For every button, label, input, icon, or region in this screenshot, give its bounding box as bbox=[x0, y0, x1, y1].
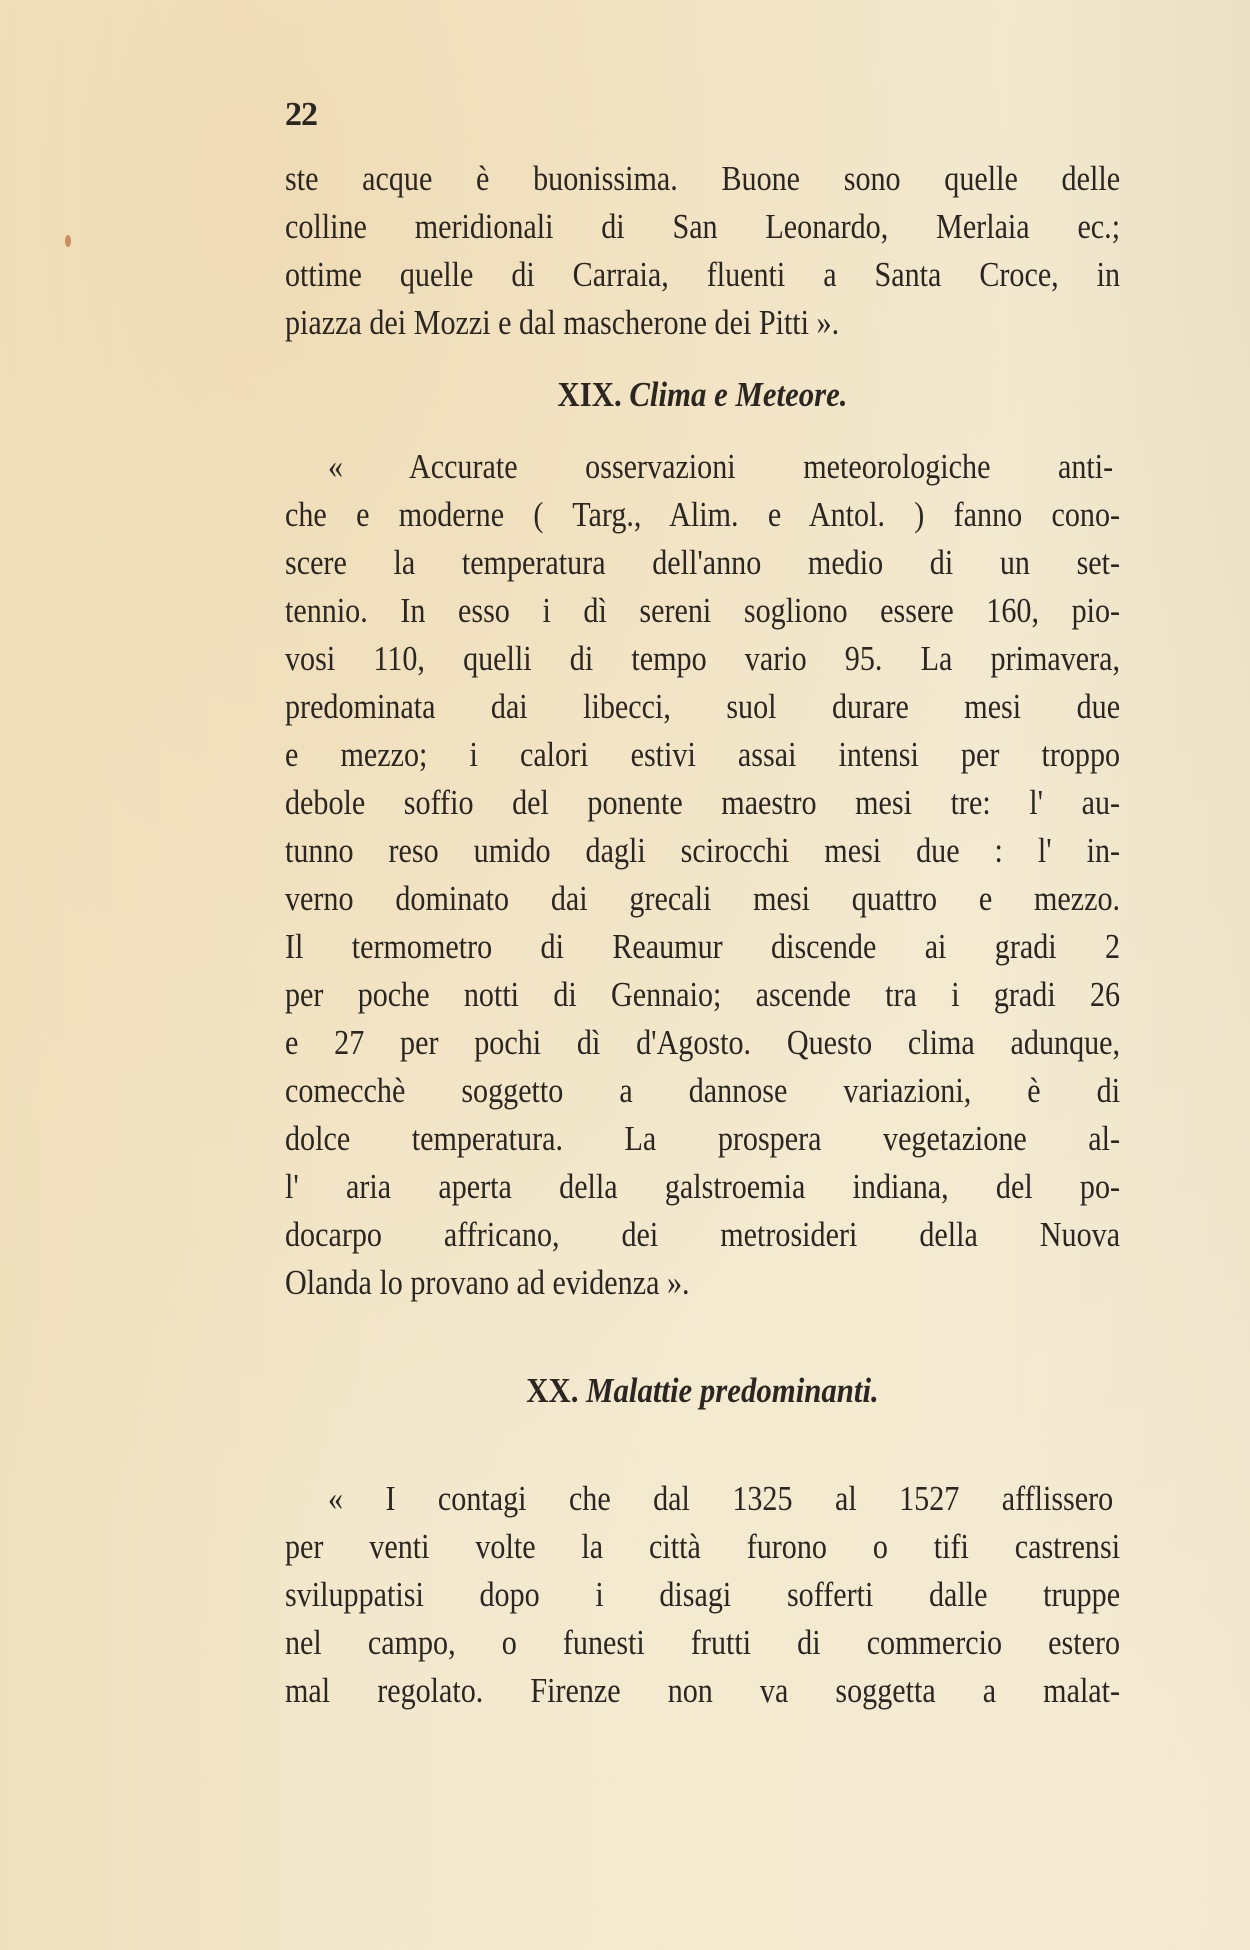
text-line: nel campo, o funesti frutti di commercio estero bbox=[285, 1623, 1121, 1662]
text-line: scere la temperatura dell'anno medio di un set- bbox=[285, 543, 1121, 582]
text-line: tennio. In esso i dì sereni sogliono essere 160, pio- bbox=[285, 591, 1121, 630]
text-line: colline meridionali di San Leonardo, Merlaia ec.; bbox=[285, 207, 1121, 246]
text-line: vosi 110, quelli di tempo vario 95. La primavera, bbox=[285, 639, 1121, 678]
text-line: tunno reso umido dagli scirocchi mesi due : l' in- bbox=[285, 831, 1121, 870]
section-heading-xx bbox=[335, 1367, 1070, 1415]
text-line: debole soffio del ponente maestro mesi tre: l' au- bbox=[285, 783, 1121, 822]
text-line: e mezzo; i calori estivi assai intensi per troppo bbox=[285, 735, 1121, 774]
previous-section-tail bbox=[285, 155, 1120, 347]
text-line: e 27 per pochi dì d'Agosto. Questo clima adunque, bbox=[285, 1023, 1121, 1062]
text-line: ottime quelle di Carraia, fluenti a Santa Croce, in bbox=[285, 255, 1121, 294]
book-page bbox=[285, 95, 1120, 1715]
page-number: 22 bbox=[285, 96, 317, 133]
text-line: Il termometro di Reaumur discende ai gradi 2 bbox=[285, 927, 1121, 966]
paper-stain bbox=[65, 235, 71, 247]
section-heading-xix bbox=[335, 371, 1070, 419]
section-title: Malattie predominanti. bbox=[586, 1371, 879, 1410]
text-line: piazza dei Mozzi e dal mascherone dei Pitti ». bbox=[285, 303, 840, 342]
text-line: « Accurate osservazioni meteorologiche anti- bbox=[328, 447, 1114, 486]
section-number: XIX. bbox=[557, 375, 622, 414]
text-line: l' aria aperta della galstroemia indiana, del po- bbox=[285, 1167, 1121, 1206]
text-line: docarpo affricano, dei metrosideri della Nuova bbox=[285, 1215, 1121, 1254]
text-line: sviluppatisi dopo i disagi sofferti dalle truppe bbox=[285, 1575, 1121, 1614]
text-line: dolce temperatura. La prospera vegetazione al- bbox=[285, 1119, 1121, 1158]
text-line: predominata dai libecci, suol durare mesi due bbox=[285, 687, 1121, 726]
section-xx-body bbox=[285, 1475, 1120, 1715]
text-line: che e moderne ( Targ., Alim. e Antol. ) fanno cono- bbox=[285, 495, 1121, 534]
text-line: ste acque è buonissima. Buone sono quelle delle bbox=[285, 159, 1121, 198]
text-line: per poche notti di Gennaio; ascende tra i gradi 26 bbox=[285, 975, 1121, 1014]
text-line: « I contagi che dal 1325 al 1527 afflissero bbox=[328, 1479, 1114, 1518]
section-title: Clima e Meteore. bbox=[629, 375, 848, 414]
text-line: Olanda lo provano ad evidenza ». bbox=[285, 1263, 690, 1302]
text-line: comecchè soggetto a dannose variazioni, è di bbox=[285, 1071, 1121, 1110]
text-line: verno dominato dai grecali mesi quattro e mezzo. bbox=[285, 879, 1121, 918]
text-line: per venti volte la città furono o tifi castrensi bbox=[285, 1527, 1121, 1566]
section-number: XX. bbox=[526, 1371, 579, 1410]
text-line: mal regolato. Firenze non va soggetta a malat- bbox=[285, 1671, 1121, 1710]
section-xix-body bbox=[285, 443, 1120, 1307]
